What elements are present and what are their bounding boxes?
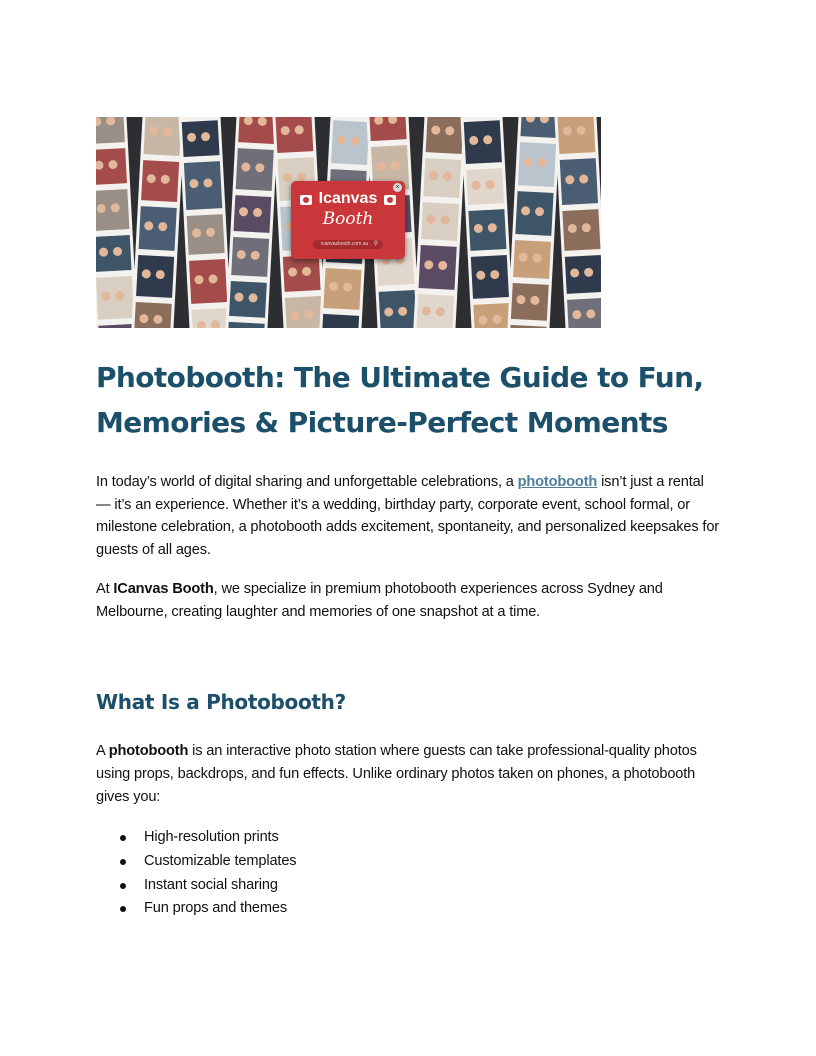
- definition-lead: A: [96, 743, 109, 760]
- title-line-2: Memories & Picture-Perfect Moments: [96, 406, 668, 439]
- search-icon: ⚲: [373, 241, 378, 247]
- features-list: [96, 826, 720, 921]
- photo-frame: [560, 158, 598, 205]
- photo-frame: [229, 281, 267, 318]
- photo-frame: [464, 120, 502, 164]
- photo-frame: [134, 302, 172, 328]
- brand-subtitle: Booth: [322, 209, 374, 229]
- photo-frame: [567, 298, 601, 328]
- photo-frame: [515, 191, 553, 236]
- photobooth-link[interactable]: photobooth: [517, 474, 598, 490]
- photo-frame: [423, 158, 461, 198]
- intro-text-end: isn’t just a rental — it’s an experience. Whether it’s a wedding, birthday party, corporate event, school formal, or milestone celebration, a photobooth adds excitement, spontaneity, and personalized keepsakes for guests of all ages.: [96, 474, 719, 559]
- list-item: Customizable templates: [96, 850, 720, 874]
- definition-paragraph: [96, 740, 720, 808]
- photo-frame: [513, 240, 551, 279]
- photo-frame: [234, 195, 272, 233]
- about-text: , we specialize in premium photobooth experiences across Sydney and Melbourne, creating laughter and memories of one snapshot at a time.: [96, 580, 663, 620]
- photo-frame: [144, 117, 182, 156]
- photo-frame: [473, 303, 511, 328]
- photo-frame: [184, 161, 222, 210]
- document-page: [96, 117, 720, 921]
- hero-banner-image: [96, 117, 601, 328]
- page-title: [96, 355, 720, 445]
- photo-frame: [419, 245, 457, 290]
- intro-paragraph: [96, 471, 720, 562]
- close-icon: ×: [393, 183, 402, 192]
- url-text: icanvasbooth.com.au: [321, 241, 369, 247]
- photo-frame: [275, 117, 313, 153]
- photo-frame: [139, 206, 177, 251]
- photo-frame: [511, 283, 549, 321]
- photo-frame: [236, 148, 274, 191]
- list-item: Fun props and themes: [96, 897, 720, 921]
- photo-frame: [323, 268, 361, 310]
- about-lead: At: [96, 580, 114, 597]
- company-name: ICanvas Booth: [113, 580, 214, 597]
- photo-frame: [565, 255, 601, 294]
- icanvas-booth-logo-card: [291, 181, 405, 259]
- photo-frame: [136, 255, 174, 298]
- title-line-1: Photobooth: The Ultimate Guide to Fun,: [96, 361, 704, 394]
- photo-frame: [141, 160, 179, 202]
- intro-text-start: In today’s world of digital sharing and unforgettable celebrations, a: [96, 474, 518, 490]
- definition-term: photobooth: [108, 743, 189, 760]
- list-item: Instant social sharing: [96, 874, 720, 898]
- photo-frame: [189, 259, 227, 304]
- photo-frame: [421, 202, 459, 241]
- photo-frame: [518, 142, 556, 187]
- photo-frame: [426, 117, 464, 154]
- definition-text: is an interactive photo station where guests can take professional-quality photos using props, backdrops, and fun effects. Unlike ordinary photos taken on phones, a photobooth gives you:: [96, 743, 697, 805]
- photo-frame: [321, 314, 359, 328]
- brand-name: Icanvas: [318, 190, 378, 207]
- about-paragraph: [96, 578, 720, 623]
- photo-frame: [331, 120, 369, 165]
- photo-frame: [285, 296, 323, 328]
- photo-frame: [379, 290, 417, 328]
- photo-frame: [520, 117, 558, 138]
- section-heading: What Is a Photobooth?: [96, 690, 346, 715]
- list-item: High-resolution prints: [96, 826, 720, 850]
- url-bar: [313, 240, 383, 249]
- photo-frame: [231, 237, 269, 277]
- photo-frame: [471, 255, 509, 299]
- photo-frame: [557, 117, 595, 154]
